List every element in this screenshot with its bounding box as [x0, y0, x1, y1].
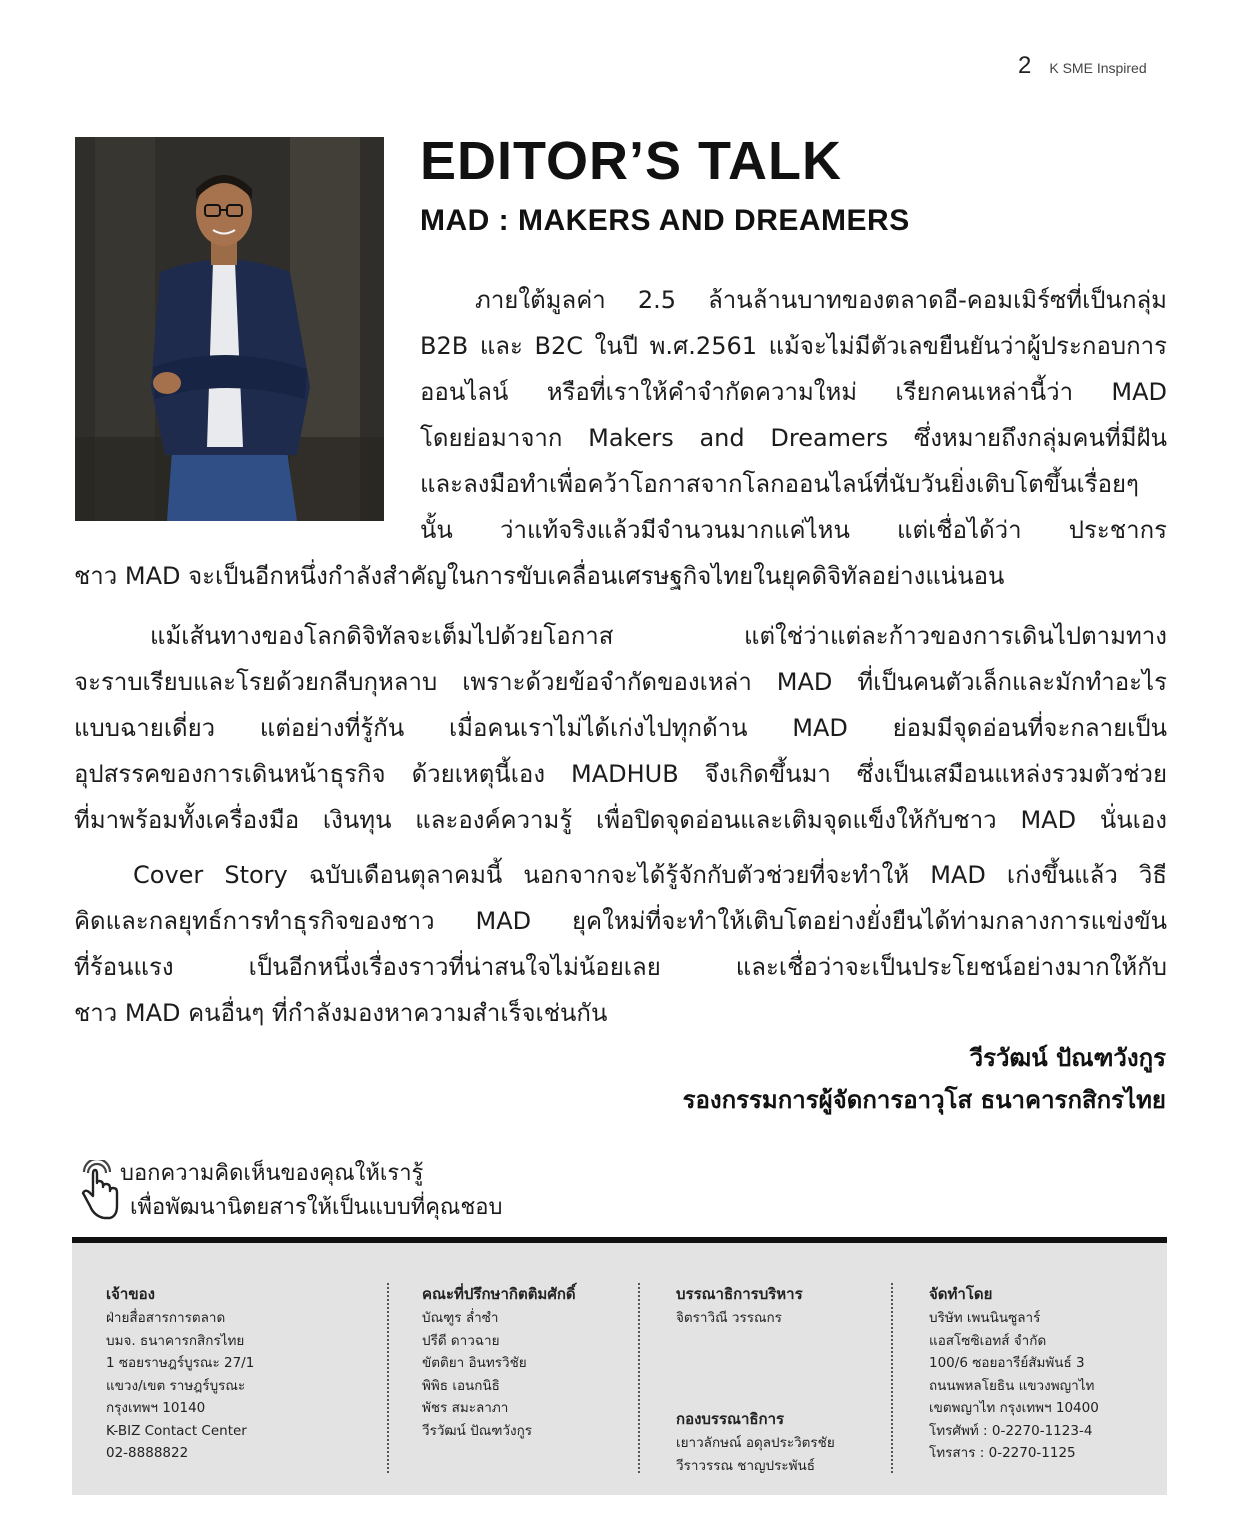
article-title: EDITOR’S TALK: [420, 131, 843, 191]
produced-by-heading: จัดทำโดย: [929, 1285, 993, 1303]
column-divider: [891, 1283, 893, 1473]
advisor-name: ขัตติยา อินทรวิชัย: [422, 1355, 527, 1371]
advisor-name: วีรวัฒน์ ปัณฑวังกูร: [422, 1422, 533, 1439]
body-line: โดยย่อมาจาก Makers and Dreamers ซึ่งหมายถึงกลุ่มคนที่มีฝัน: [420, 424, 1167, 452]
hand-tap-icon: [74, 1160, 120, 1222]
advisor-name: ปรีดี ดาวฉาย: [422, 1332, 500, 1349]
body-line: และลงมือทำเพื่อคว้าโอกาสจากโลกออนไลน์ที่นับวันยิ่งเติบโตขึ้นเรื่อยๆ: [420, 470, 1139, 498]
body-line: ที่มาพร้อมทั้งเครื่องมือ เงินทุน และองค์ความรู้ เพื่อปิดจุดอ่อนและเติมจุดแข็งให้กับชาว MAD นั่นเอง: [74, 806, 1167, 834]
executive-editor-name: จิตราวิณี วรรณกร: [676, 1310, 782, 1326]
advisor-name: พัชร สมะลาภา: [422, 1400, 509, 1416]
feedback-prompt[interactable]: [74, 1158, 634, 1224]
page-header: [1018, 52, 1147, 80]
signature-name: วีรวัฒน์ ปัณฑวังกูร: [969, 1044, 1166, 1072]
owner-line: 1 ซอยราษฎร์บูรณะ 27/1: [106, 1355, 255, 1371]
owner-line: 02-8888822: [106, 1445, 189, 1461]
body-line: นั้น ว่าแท้จริงแล้วมีจำนวนมากแค่ไหน แต่เชื่อได้ว่า ประชากร: [420, 516, 1167, 544]
body-line: จะราบเรียบและโรยด้วยกลีบกุหลาบ เพราะด้วยข้อจำกัดของเหล่า MAD ที่เป็นคนตัวเล็กและมักทำอะไร: [74, 668, 1167, 696]
credits-editorial-board: [676, 1408, 835, 1477]
article-subtitle: MAD : MAKERS AND DREAMERS: [420, 204, 910, 237]
owner-line: K-BIZ Contact Center: [106, 1422, 247, 1439]
produced-by-line: ถนนพหลโยธิน แขวงพญาไท: [929, 1377, 1095, 1394]
owner-heading: เจ้าของ: [106, 1285, 155, 1303]
page-number: 2: [1018, 52, 1032, 79]
magazine-name: K SME Inspired: [1049, 60, 1147, 76]
body-line: ชาว MAD จะเป็นอีกหนึ่งกำลังสำคัญในการขับเคลื่อนเศรษฐกิจไทยในยุคดิจิทัลอย่างแน่นอน: [74, 562, 1005, 590]
owner-line: แขวง/เขต ราษฎร์บูรณะ: [106, 1377, 246, 1394]
produced-by-line: แอสโซซิเอทส์ จำกัด: [929, 1332, 1047, 1349]
body-line: แบบฉายเดี่ยว แต่อย่างที่รู้กัน เมื่อคนเราไม่ได้เก่งไปทุกด้าน MAD ย่อมมีจุดอ่อนที่จะกลายเป็น: [74, 714, 1167, 742]
owner-line: ฝ่ายสื่อสารการตลาด: [106, 1310, 226, 1326]
produced-by-line: โทรศัพท์ : 0-2270-1123-4: [929, 1422, 1093, 1439]
editorial-board-name: วีราวรรณ ชาญประพันธ์: [676, 1457, 815, 1474]
credits-owner: [106, 1283, 254, 1465]
advisor-name: พิพิธ เอนกนิธิ: [422, 1377, 500, 1394]
body-line: ออนไลน์ หรือที่เราให้คำจำกัดความใหม่ เรียกคนเหล่านี้ว่า MAD: [420, 378, 1167, 406]
body-line: Cover Story ฉบับเดือนตุลาคมนี้ นอกจากจะได้รู้จักกับตัวช่วยที่จะทำให้ MAD เก่งขึ้นแล้ว วิธี: [133, 861, 1167, 889]
feedback-line-1: บอกความคิดเห็นของคุณให้เรารู้: [120, 1161, 424, 1186]
body-line: ภายใต้มูลค่า 2.5 ล้านล้านบาทของตลาดอี-คอมเมิร์ซที่เป็นกลุ่ม: [475, 286, 1167, 314]
produced-by-line: เขตพญาไท กรุงเทพฯ 10400: [929, 1400, 1099, 1416]
produced-by-line: 100/6 ซอยอารีย์สัมพันธ์ 3: [929, 1355, 1085, 1371]
credits-produced-by: [929, 1283, 1099, 1465]
owner-line: บมจ. ธนาคารกสิกรไทย: [106, 1332, 245, 1349]
body-line: คิดและกลยุทธ์การทำธุรกิจของชาว MAD ยุคใหม่ที่จะทำให้เติบโตอย่างยั่งยืนได้ท่ามกลางการแข่งขัน: [74, 907, 1167, 935]
feedback-line-2: เพื่อพัฒนานิตยสารให้เป็นแบบที่คุณชอบ: [130, 1195, 503, 1220]
signature-title: รองกรรมการผู้จัดการอาวุโส ธนาคารกสิกรไทย: [682, 1086, 1166, 1114]
credits-advisors: [422, 1283, 576, 1442]
produced-by-line: โทรสาร : 0-2270-1125: [929, 1445, 1076, 1461]
body-line: ชาว MAD คนอื่นๆ ที่กำลังมองหาความสำเร็จเช่นกัน: [74, 999, 608, 1027]
body-line: อุปสรรคของการเดินหน้าธุรกิจ ด้วยเหตุนี้เอง MADHUB จึงเกิดขึ้นมา ซึ่งเป็นเสมือนแหล่งรวมตัวช่วย: [74, 760, 1167, 788]
advisors-heading: คณะที่ปรึกษากิตติมศักดิ์: [422, 1285, 576, 1303]
column-divider: [387, 1283, 389, 1473]
owner-line: กรุงเทพฯ 10140: [106, 1400, 206, 1416]
body-line: ที่ร้อนแรง เป็นอีกหนึ่งเรื่องราวที่น่าสนใจไม่น้อยเลย และเชื่อว่าจะเป็นประโยชน์อย่างมากให้กับ: [74, 953, 1167, 981]
body-line: B2B และ B2C ในปี พ.ศ.2561 แม้จะไม่มีตัวเลขยืนยันว่าผู้ประกอบการ: [420, 332, 1167, 360]
credits-executive-editor: [676, 1283, 803, 1330]
editor-photo: [75, 137, 384, 521]
column-divider: [638, 1283, 640, 1473]
editorial-board-heading: กองบรรณาธิการ: [676, 1410, 785, 1428]
editorial-board-name: เยาวลักษณ์ อดุลประวิตรชัย: [676, 1435, 835, 1451]
body-line: แม้เส้นทางของโลกดิจิทัลจะเต็มไปด้วยโอกาส แต่ใช่ว่าแต่ละก้าวของการเดินไปตามทาง: [150, 622, 1167, 650]
advisor-name: บัณฑูร ล่ำซำ: [422, 1310, 499, 1326]
produced-by-line: บริษัท เพนนินซูลาร์: [929, 1310, 1041, 1326]
credits-box: [72, 1237, 1167, 1495]
executive-editor-heading: บรรณาธิการบริหาร: [676, 1285, 803, 1303]
